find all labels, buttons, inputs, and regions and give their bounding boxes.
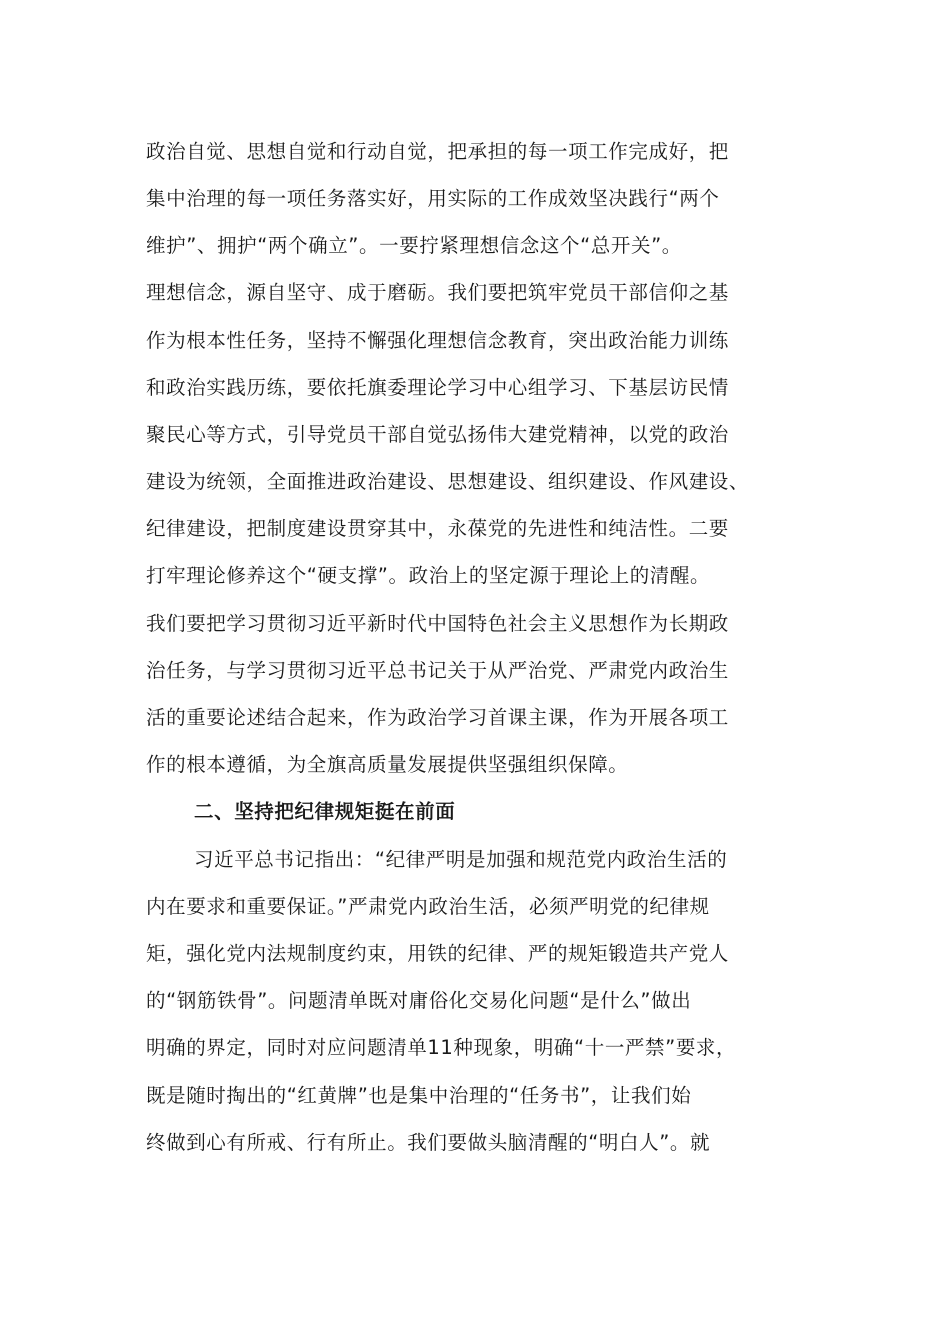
paragraph-2-line-1: 习近平总书记指出：“纪律严明是加强和规范党内政治生活的 (194, 848, 728, 871)
paragraph-1-line-12: 治任务，与学习贯彻习近平总书记关于从严治党、严肃党内政治生 (146, 659, 729, 682)
section-heading: 二、坚持把纪律规矩挺在前面 (194, 800, 456, 823)
paragraph-2-line-3: 矩，强化党内法规制度约束，用铁的纪律、严的规矩锻造共产党人 (146, 942, 729, 965)
paragraph-2-line-6: 既是随时掏出的“红黄牌”也是集中治理的“任务书”，让我们始 (146, 1084, 692, 1107)
paragraph-1-line-10: 打牢理论修养这个“硬支撑”。政治上的坚定源于理论上的清醒。 (146, 564, 711, 587)
paragraph-1-line-5: 作为根本性任务，坚持不懈强化理想信念教育，突出政治能力训练 (146, 329, 729, 352)
paragraph-1-line-6: 和政治实践历练，要依托旗委理论学习中心组学习、下基层访民情 (146, 376, 729, 399)
paragraph-1-line-11: 我们要把学习贯彻习近平新时代中国特色社会主义思想作为长期政 (146, 612, 729, 635)
paragraph-2-line-2: 内在要求和重要保证。”严肃党内政治生活，必须严明党的纪律规 (146, 895, 710, 918)
paragraph-1-line-2: 集中治理的每一项任务落实好，用实际的工作成效坚决践行“两个 (146, 187, 720, 210)
paragraph-1-line-13: 活的重要论述结合起来，作为政治学习首课主课，作为开展各项工 (146, 706, 729, 729)
paragraph-1-line-7: 聚民心等方式，引导党员干部自觉弘扬伟大建党精神，以党的政治 (146, 423, 729, 446)
paragraph-2-line-7: 终做到心有所戒、行有所止。我们要做头脑清醒的“明白人”。就 (146, 1131, 711, 1154)
paragraph-2-line-5: 明确的界定，同时对应问题清单11种现象，明确“十一严禁”要求， (146, 1036, 737, 1059)
paragraph-1-line-14: 作的根本遵循，为全旗高质量发展提供坚强组织保障。 (146, 753, 629, 776)
paragraph-1-line-3: 维护”、拥护“两个确立”。一要拧紧理想信念这个“总开关”。 (146, 234, 682, 257)
paragraph-1-line-9: 纪律建设，把制度建设贯穿其中，永葆党的先进性和纯洁性。二要 (146, 517, 729, 540)
paragraph-2-line-4: 的“钢筋铁骨”。问题清单既对庸俗化交易化问题“是什么”做出 (146, 989, 692, 1012)
paragraph-1-line-4: 理想信念，源自坚守、成于磨砺。我们要把筑牢党员干部信仰之基 (146, 281, 729, 304)
paragraph-1-line-8: 建设为统领，全面推进政治建设、思想建设、组织建设、作风建设、 (146, 470, 750, 493)
paragraph-1-line-1: 政治自觉、思想自觉和行动自觉，把承担的每一项工作完成好，把 (146, 140, 729, 163)
